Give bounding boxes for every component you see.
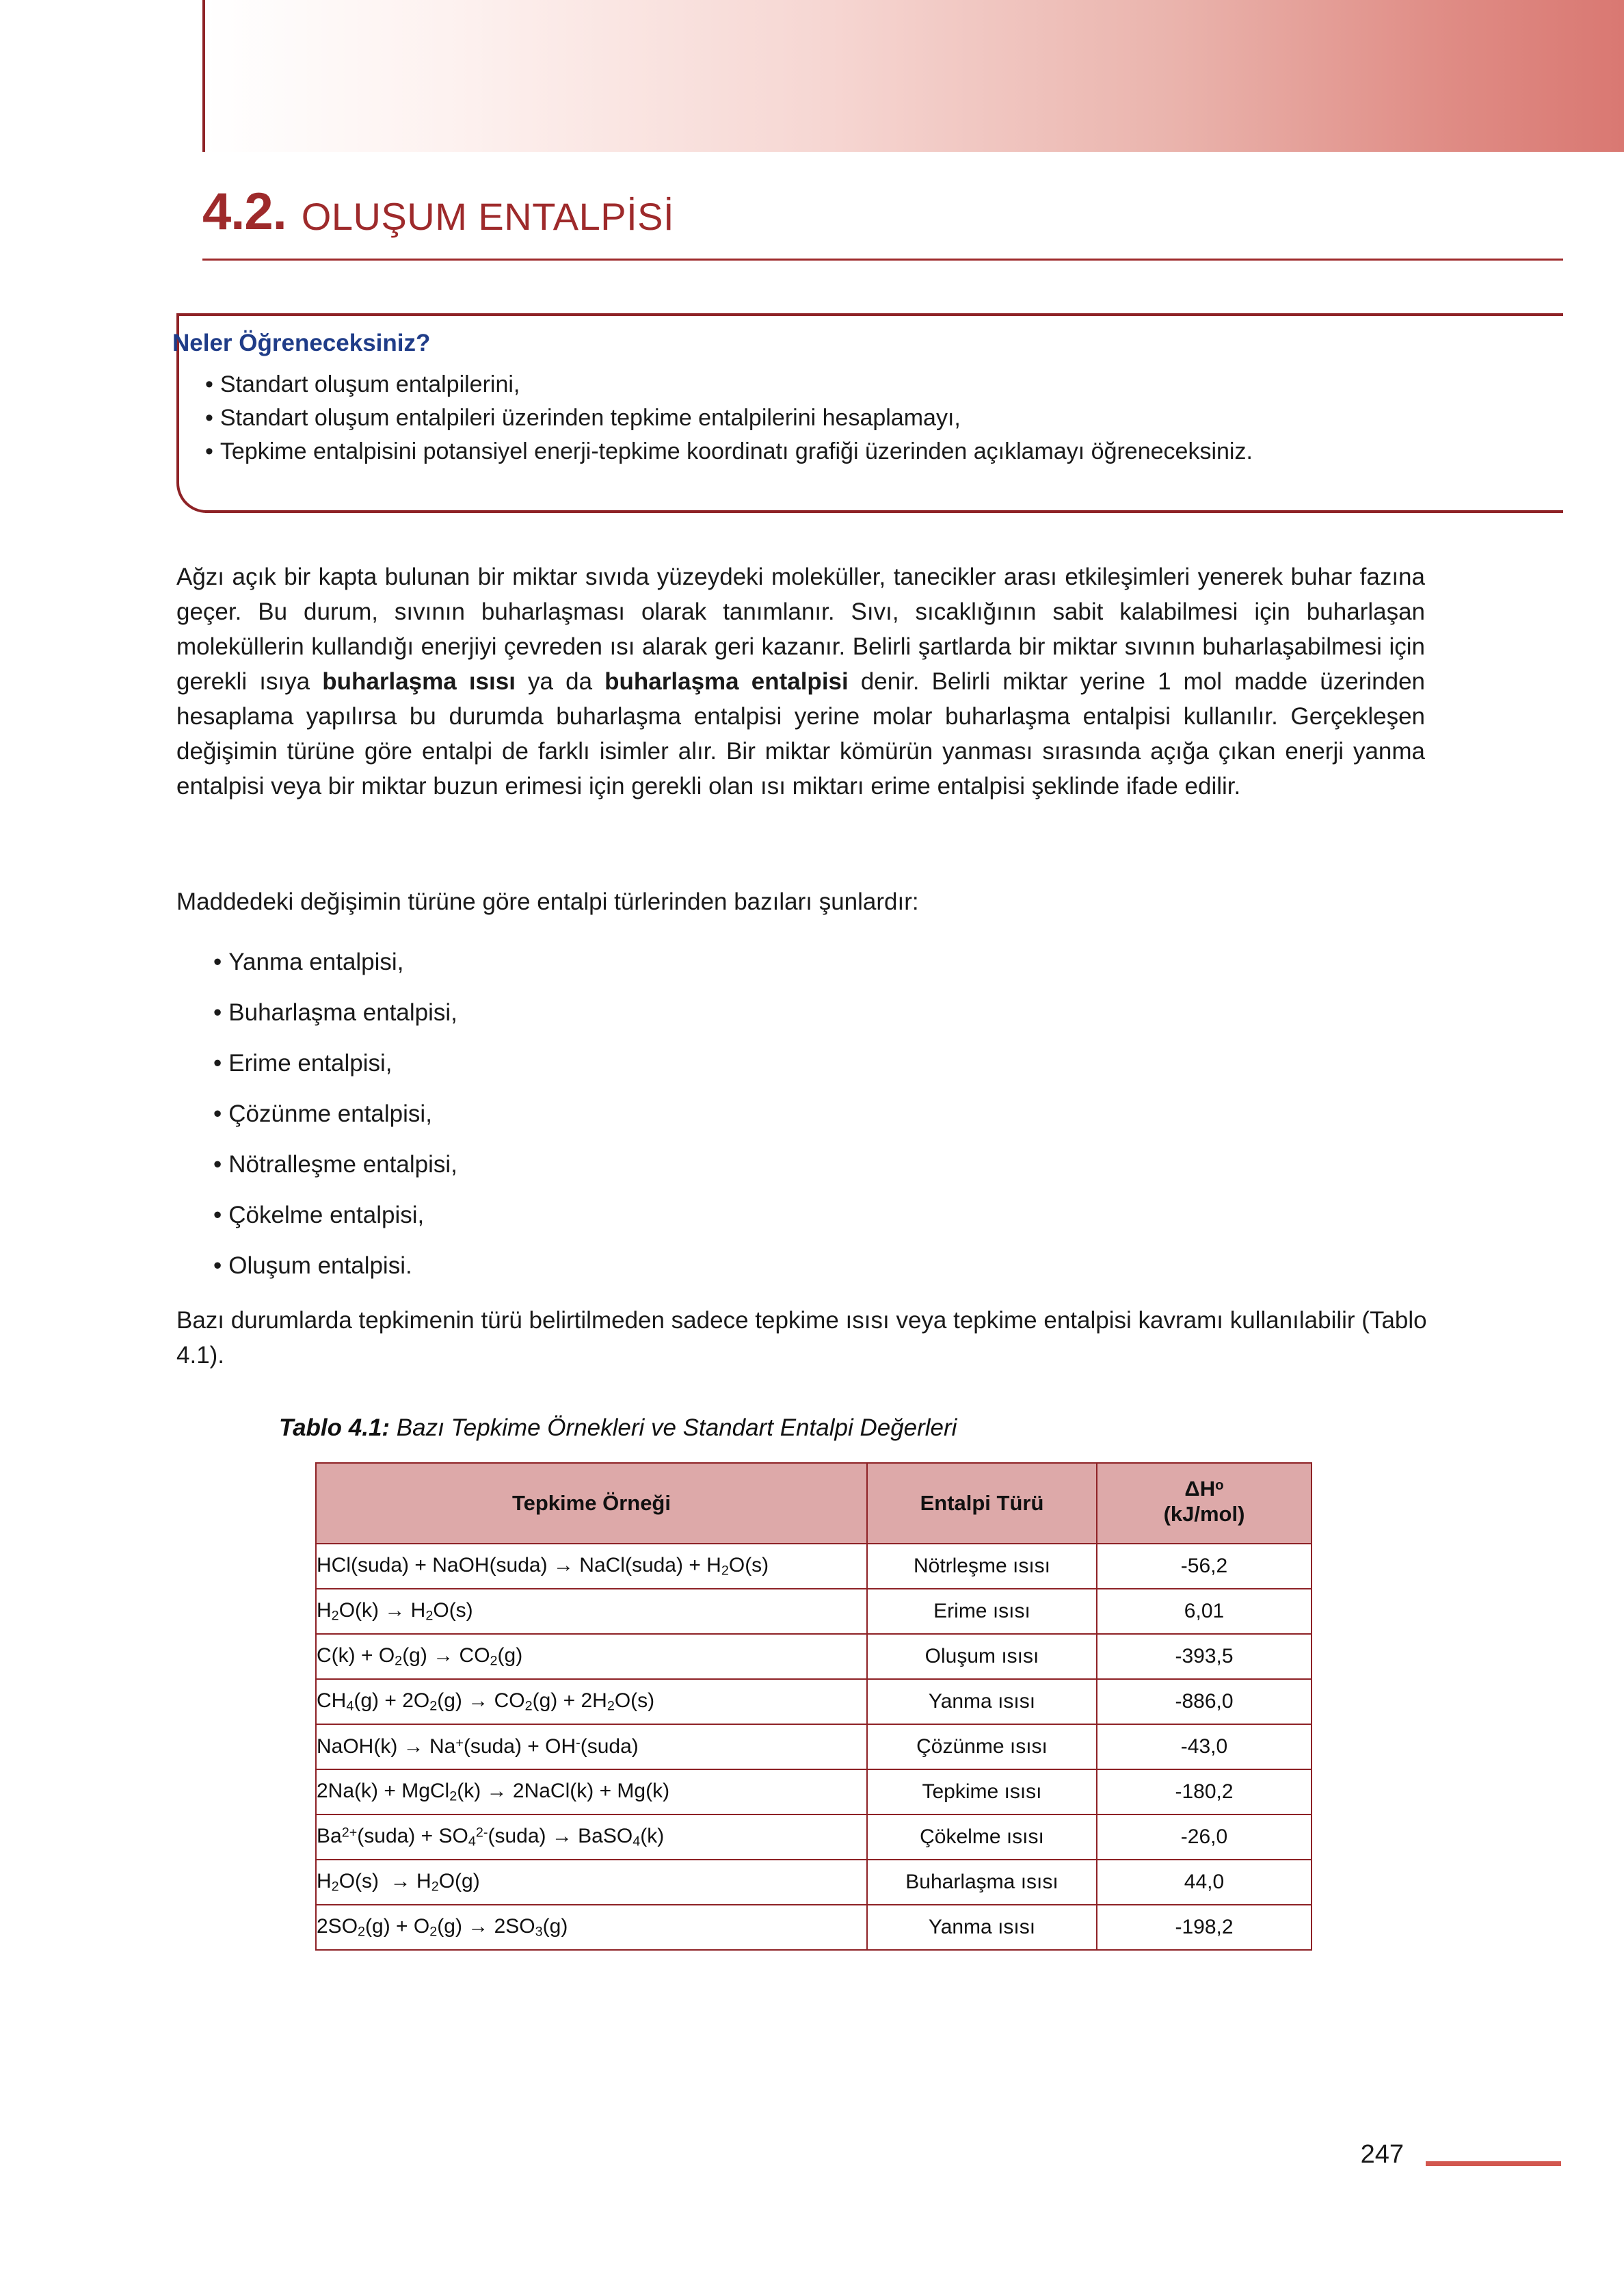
cell-reaction: $CH_4(g) + 2O_2(g) \to CO_2(g) + 2H_2O(s)$ bbox=[316, 1679, 867, 1724]
list-item-label: Çökelme entalpisi, bbox=[228, 1202, 425, 1228]
cell-reaction: NaOH(k) → Na+(suda) + OH-(suda) bbox=[316, 1724, 867, 1769]
column-header-reaction: Tepkime Örneği bbox=[316, 1463, 867, 1544]
table-caption-label: Tablo 4.1: bbox=[279, 1414, 390, 1441]
table-row bbox=[316, 1769, 1312, 1814]
bullet-icon: • bbox=[213, 1050, 222, 1077]
list-item-label: Oluşum entalpisi. bbox=[228, 1252, 412, 1279]
list-item bbox=[213, 937, 1239, 988]
column-header-delta-h-symbol: $\Delta H^o$ bbox=[1184, 1476, 1224, 1501]
bullet-icon: • bbox=[213, 1151, 222, 1178]
cell-reaction: $H_2O(k) \to H_2O(s)$ bbox=[316, 1589, 867, 1634]
paragraph-1-bold-a: buharlaşma ısısı bbox=[322, 668, 516, 695]
cell-delta-h: -198,2 bbox=[1097, 1905, 1312, 1950]
table-row bbox=[316, 1544, 1312, 1589]
cell-delta-h: -26,0 bbox=[1097, 1814, 1312, 1860]
cell-delta-h: -180,2 bbox=[1097, 1769, 1312, 1814]
list-item bbox=[213, 988, 1239, 1038]
footer-rule bbox=[1426, 2161, 1561, 2166]
cell-delta-h: -886,0 bbox=[1097, 1679, 1312, 1724]
list-item bbox=[205, 435, 1504, 468]
table-row bbox=[316, 1905, 1312, 1950]
enthalpy-table bbox=[315, 1462, 1312, 1951]
cell-reaction: $Ba^{2+}(suda)$ + $SO_4^{2-}(suda)$ → BaSO$_4$(k) bbox=[316, 1814, 867, 1860]
learn-objectives-list bbox=[205, 368, 1504, 468]
bullet-icon: • bbox=[213, 1100, 222, 1127]
list-item-label: Standart oluşum entalpilerini, bbox=[219, 371, 520, 397]
cell-enthalpy-type: Oluşum ısısı bbox=[867, 1634, 1097, 1679]
column-header-enthalpy-type: Entalpi Türü bbox=[867, 1463, 1097, 1544]
table-header bbox=[316, 1463, 1312, 1544]
bullet-icon: • bbox=[205, 438, 213, 464]
column-header-delta-h-unit: (kJ/mol) bbox=[1163, 1502, 1245, 1527]
table-row bbox=[316, 1724, 1312, 1769]
bullet-icon: • bbox=[213, 1202, 222, 1228]
table-body bbox=[316, 1544, 1312, 1950]
cell-reaction: 2Na(k) + MgCl$_2$(k) → 2NaCl(k) + Mg(k) bbox=[316, 1769, 867, 1814]
page-title bbox=[202, 172, 1563, 241]
list-item-label: Standart oluşum entalpileri üzerinden tepkime entalpilerini hesaplamayı, bbox=[219, 404, 961, 431]
header-gradient-banner bbox=[205, 0, 1624, 152]
table-row bbox=[316, 1589, 1312, 1634]
learn-objectives-title: Neler Öğreneceksiniz? bbox=[172, 330, 431, 356]
cell-reaction: HCl(suda) + NaOH(suda) → NaCl(suda) + $H_2O(s)$ bbox=[316, 1544, 867, 1589]
cell-reaction: $C(k) + O_2(g) \to CO_2(g)$ bbox=[316, 1634, 867, 1679]
section-number: 4.2. bbox=[202, 183, 287, 241]
list-item-label: Çözünme entalpisi, bbox=[228, 1100, 432, 1127]
table-caption bbox=[279, 1414, 957, 1442]
list-item bbox=[213, 1139, 1239, 1190]
table-row bbox=[316, 1814, 1312, 1860]
cell-reaction: $H_2O(s) \to H_2O(g)$ bbox=[316, 1860, 867, 1905]
cell-enthalpy-type: Yanma ısısı bbox=[867, 1905, 1097, 1950]
list-item bbox=[213, 1038, 1239, 1089]
paragraph-1-text-a: Ağzı açık bir kapta bulunan bir miktar sıvıda yüzeydeki moleküller, tanecikler arası etkileşimleri yenerek buhar fazına geçer. Bu durum, sıvının buharlaşması olarak tanımlanır. Sıvı, sıcaklığının sabit kalabilmesi için buharlaşan moleküllerin kullandığı enerjiyi çevreden ısı alarak geri kazanır. Belirli şartlarda bir miktar sıvının buharlaşabilmesi için gerekli ısıya bbox=[176, 564, 1425, 695]
list-item bbox=[205, 401, 1504, 435]
list-item bbox=[205, 368, 1504, 401]
bullet-icon: • bbox=[205, 371, 213, 397]
table-header-row bbox=[316, 1463, 1312, 1544]
title-underline bbox=[202, 259, 1563, 261]
list-item-label: Tepkime entalpisini potansiyel enerji-tepkime koordinatı grafiği üzerinden açıklamayı öğreneceksiniz. bbox=[219, 438, 1253, 464]
table-caption-text: Bazı Tepkime Örnekleri ve Standart Entalpi Değerleri bbox=[390, 1414, 957, 1441]
enthalpy-types-list bbox=[213, 937, 1239, 1291]
paragraph-1-text-c: denir. Belirli miktar yerine 1 mol madde üzerinden hesaplama yapılırsa bu durumda buharlaşma entalpisi yerine molar buharlaşma entalpisi kullanılır. Gerçekleşen değişimin türüne göre entalpi de farklı isimler alır. Bir miktar kömürün yanması sırasında açığa çıkan enerji yanma entalpisi veya bir miktar buzun erimesi için gerekli olan ısı miktarı erime entalpisi şeklinde ifade edilir. bbox=[176, 668, 1426, 800]
bullet-icon: • bbox=[213, 949, 222, 975]
section-title: OLUŞUM ENTALPİSİ bbox=[301, 195, 675, 238]
paragraph-1-text-b: ya da bbox=[515, 668, 605, 695]
list-item bbox=[213, 1241, 1239, 1291]
cell-delta-h: -43,0 bbox=[1097, 1724, 1312, 1769]
cell-delta-h: -56,2 bbox=[1097, 1544, 1312, 1589]
column-header-delta-h bbox=[1097, 1463, 1312, 1544]
cell-enthalpy-type: Erime ısısı bbox=[867, 1589, 1097, 1634]
table-row bbox=[316, 1634, 1312, 1679]
list-item-label: Buharlaşma entalpisi, bbox=[228, 999, 457, 1026]
list-item-label: Nötralleşme entalpisi, bbox=[228, 1151, 457, 1178]
page-number: 247 bbox=[1360, 2140, 1404, 2169]
learn-box-bottom-rule bbox=[205, 510, 1563, 513]
cell-enthalpy-type: Buharlaşma ısısı bbox=[867, 1860, 1097, 1905]
cell-enthalpy-type: Yanma ısısı bbox=[867, 1679, 1097, 1724]
cell-delta-h: 44,0 bbox=[1097, 1860, 1312, 1905]
paragraph-3: Bazı durumlarda tepkimenin türü belirtilmeden sadece tepkime ısısı veya tepkime entalpisi kavramı kullanılabilir (Tablo 4.1). bbox=[176, 1307, 1427, 1369]
paragraph-1 bbox=[176, 559, 1425, 804]
list-item bbox=[213, 1089, 1239, 1139]
cell-enthalpy-type: Çökelme ısısı bbox=[867, 1814, 1097, 1860]
cell-enthalpy-type: Nötrleşme ısısı bbox=[867, 1544, 1097, 1589]
bullet-icon: • bbox=[205, 404, 213, 431]
cell-reaction: $2SO_2(g) + O_2(g) \to 2SO_3(g)$ bbox=[316, 1905, 867, 1950]
cell-delta-h: 6,01 bbox=[1097, 1589, 1312, 1634]
bullet-icon: • bbox=[213, 1252, 222, 1279]
paragraph-1-bold-b: buharlaşma entalpisi bbox=[604, 668, 849, 695]
table-row bbox=[316, 1860, 1312, 1905]
list-item bbox=[213, 1190, 1239, 1241]
cell-enthalpy-type: Tepkime ısısı bbox=[867, 1769, 1097, 1814]
main-paragraph-block bbox=[176, 559, 1425, 804]
paragraph-2: Maddedeki değişimin türüne göre entalpi türlerinden bazıları şunlardır: bbox=[176, 888, 919, 915]
cell-delta-h: -393,5 bbox=[1097, 1634, 1312, 1679]
list-item-label: Erime entalpisi, bbox=[228, 1050, 392, 1077]
table-row bbox=[316, 1679, 1312, 1724]
list-item-label: Yanma entalpisi, bbox=[228, 949, 404, 975]
bullet-icon: • bbox=[213, 999, 222, 1026]
cell-enthalpy-type: Çözünme ısısı bbox=[867, 1724, 1097, 1769]
